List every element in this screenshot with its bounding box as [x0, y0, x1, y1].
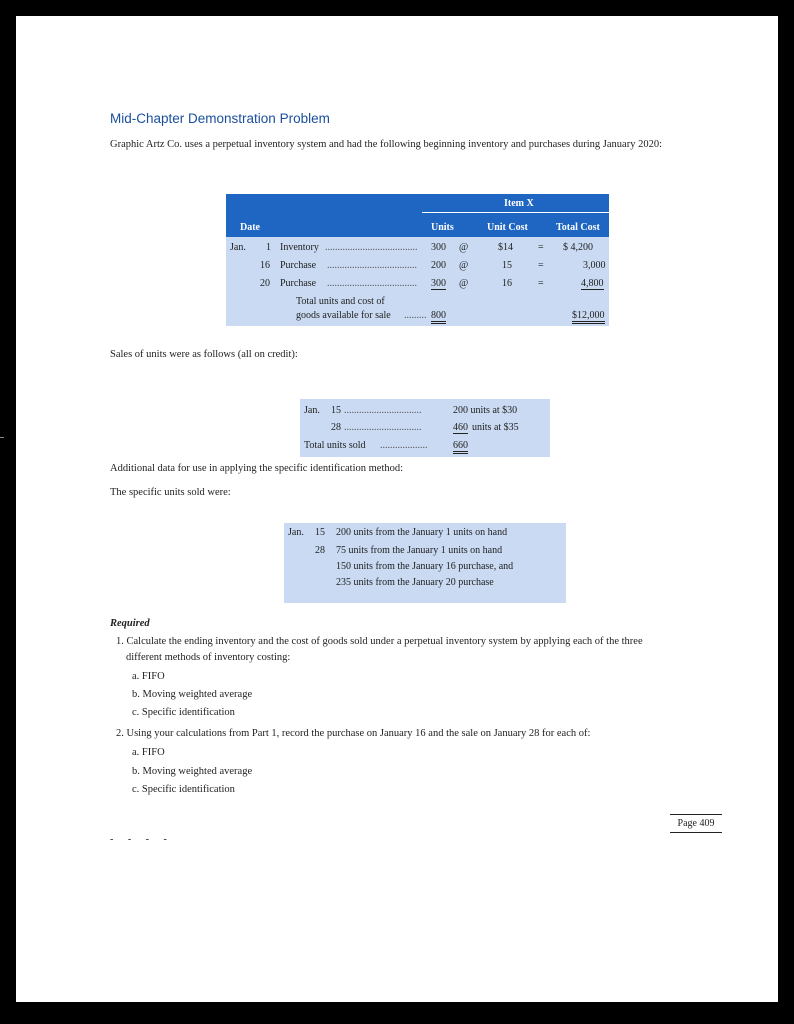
- spec-line: 75 units from the January 1 units on hand: [336, 545, 503, 556]
- row-unit-cost: 16: [502, 278, 512, 289]
- specific-units-table: [284, 523, 566, 603]
- row-units: 300: [431, 278, 446, 289]
- row-month: Jan.: [230, 242, 246, 253]
- required-heading: Required: [110, 618, 150, 629]
- spec-line: 235 units from the January 20 purchase: [336, 577, 494, 588]
- total-cost-header: Total Cost: [556, 222, 600, 233]
- sales-month: Jan.: [304, 405, 320, 416]
- row-units: 300: [431, 242, 446, 253]
- sales-table: [300, 399, 550, 457]
- q2-option-b: b. Moving weighted average: [132, 766, 253, 777]
- row-day: 20: [260, 278, 270, 289]
- sales-total-label: Total units sold: [304, 440, 366, 451]
- inventory-table: [226, 194, 609, 326]
- equals-sign: =: [538, 260, 544, 271]
- sales-day: 28: [331, 422, 341, 433]
- leader-dots: .....................................: [325, 242, 418, 253]
- intro-paragraph: Graphic Artz Co. uses a perpetual inventory system and had the following beginning inventory and purchases during January 2020:: [110, 139, 662, 150]
- at-sign: @: [459, 278, 469, 289]
- total-cost: $12,000: [572, 310, 605, 324]
- page-number: Page 409: [670, 814, 722, 833]
- row-units: 200: [431, 260, 446, 271]
- inventory-table-header: [226, 194, 609, 237]
- unit-cost-header: Unit Cost: [487, 222, 528, 233]
- total-units: 800: [431, 310, 446, 324]
- q2-option-c: c. Specific identification: [132, 784, 235, 795]
- sales-value: 200 units at $30: [453, 405, 518, 416]
- page-break-dashes: - - - -: [110, 834, 173, 845]
- at-sign: @: [459, 260, 469, 271]
- row-unit-cost: $14: [498, 242, 513, 253]
- question-2: 2. Using your calculations from Part 1, record the purchase on January 16 and the sale on January 28 for each of:: [116, 728, 591, 739]
- equals-sign: =: [538, 278, 544, 289]
- row-unit-cost: 15: [502, 260, 512, 271]
- at-sign: @: [459, 242, 469, 253]
- equals-sign: =: [538, 242, 544, 253]
- total-label-line2: goods available for sale: [296, 310, 391, 321]
- spec-day: 28: [315, 545, 325, 556]
- margin-tick: [0, 437, 4, 438]
- row-day: 16: [260, 260, 270, 271]
- q1-option-c: c. Specific identification: [132, 707, 235, 718]
- units-header: Units: [431, 222, 454, 233]
- row-total-cost: 4,800: [581, 278, 604, 289]
- leader-dots: ....................................: [327, 278, 417, 289]
- sales-value: units at $35: [472, 422, 519, 433]
- row-label: Purchase: [280, 260, 317, 271]
- row-day: 1: [266, 242, 271, 253]
- leader-dots: .........: [404, 310, 427, 321]
- total-label-line1: Total units and cost of: [296, 296, 385, 307]
- leader-dots: ...................: [380, 440, 428, 451]
- specific-intro: The specific units sold were:: [110, 487, 231, 498]
- date-header: Date: [240, 222, 260, 233]
- leader-dots: ....................................: [327, 260, 417, 271]
- q1-option-b: b. Moving weighted average: [132, 689, 253, 700]
- spec-day: 15: [315, 527, 325, 538]
- leader-dots: ...............................: [344, 422, 422, 433]
- spec-month: Jan.: [288, 527, 304, 538]
- spec-line: 150 units from the January 16 purchase, and: [336, 561, 514, 572]
- leader-dots: ...............................: [344, 405, 422, 416]
- sales-day: 15: [331, 405, 341, 416]
- row-total-cost: 3,000: [583, 260, 606, 271]
- row-label: Purchase: [280, 278, 317, 289]
- row-total-cost: $ 4,200: [563, 242, 593, 253]
- document-page: [16, 16, 778, 1002]
- sales-intro: Sales of units were as follows (all on credit):: [110, 349, 298, 360]
- sales-total: 660: [453, 440, 468, 454]
- header-divider: [422, 212, 609, 213]
- sales-units: 460: [453, 422, 468, 433]
- question-1-cont: different methods of inventory costing:: [126, 652, 291, 663]
- additional-data-text: Additional data for use in applying the specific identification method:: [110, 463, 404, 474]
- spec-line: 200 units from the January 1 units on hand: [336, 527, 508, 538]
- q2-option-a: a. FIFO: [132, 747, 165, 758]
- row-label: Inventory: [280, 242, 319, 253]
- q1-option-a: a. FIFO: [132, 671, 165, 682]
- question-1: 1. Calculate the ending inventory and the cost of goods sold under a perpetual inventory system by applying each of the three: [116, 636, 643, 647]
- item-x-header: Item X: [504, 198, 534, 209]
- section-heading: Mid-Chapter Demonstration Problem: [110, 111, 330, 126]
